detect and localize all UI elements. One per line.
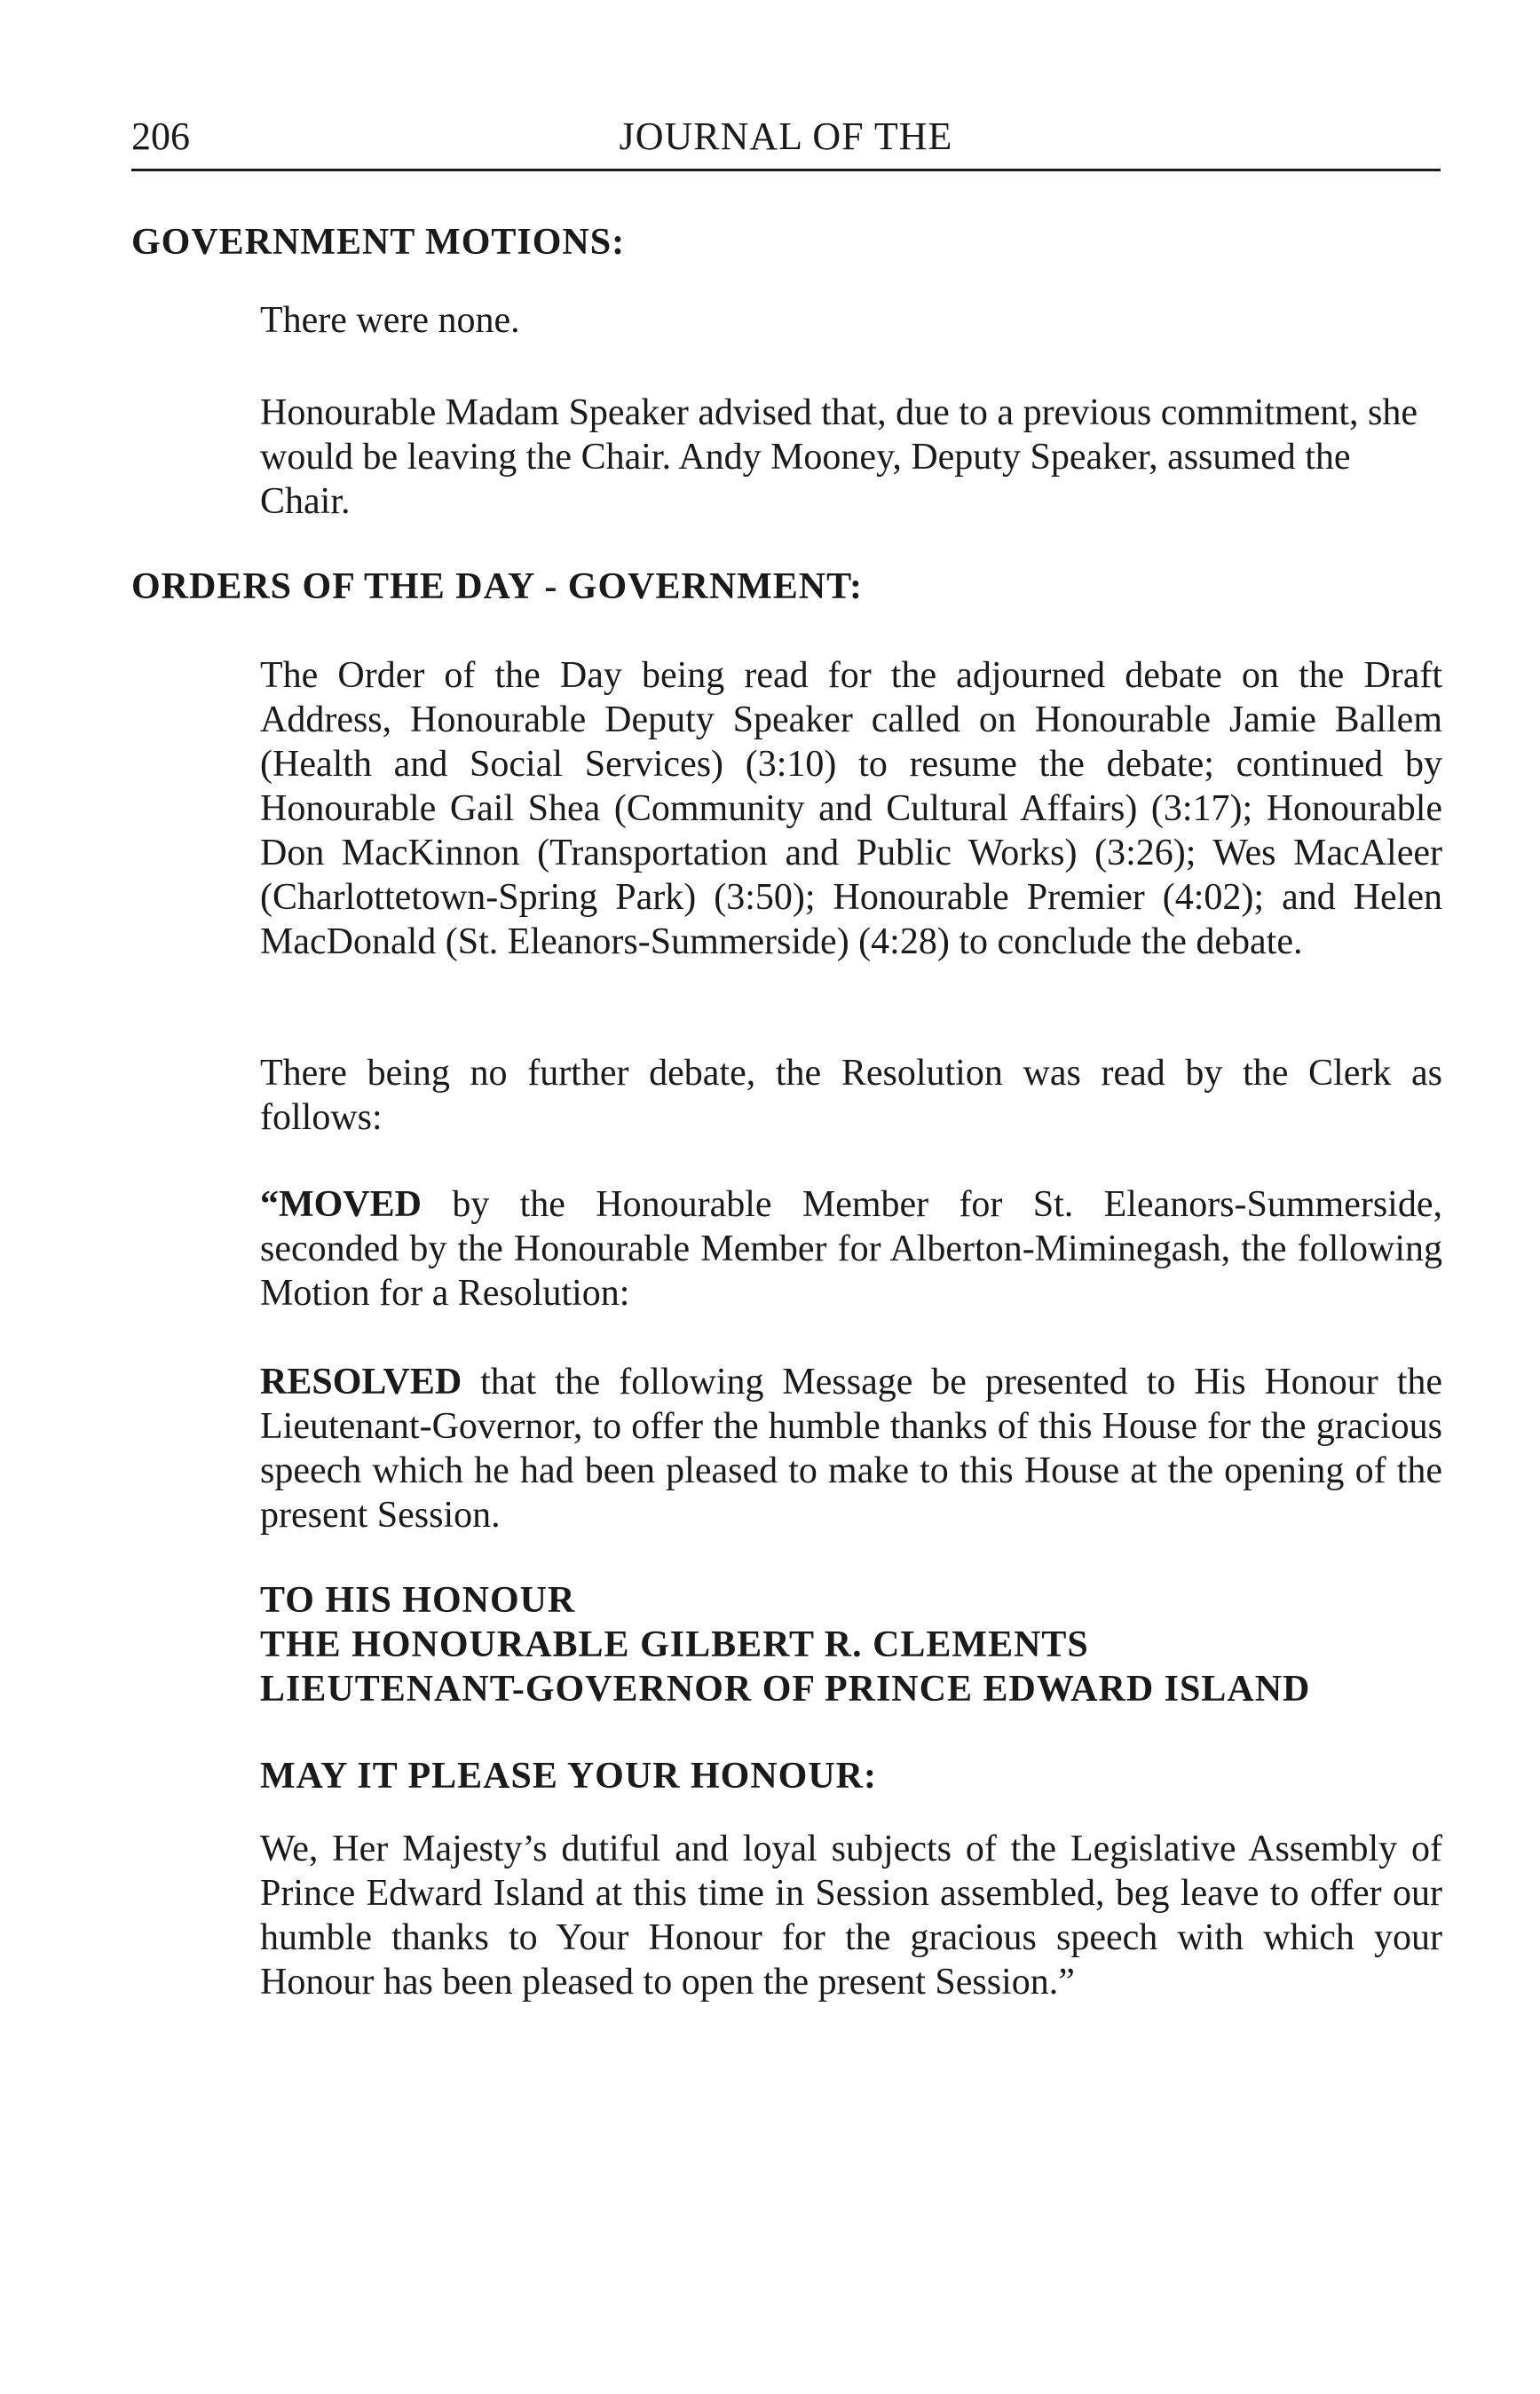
salutation: MAY IT PLEASE YOUR HONOUR:: [260, 1756, 877, 1797]
page-number: 206: [131, 115, 190, 158]
no-motions-text: There were none.: [260, 300, 520, 341]
address-line: TO HIS HONOUR: [260, 1580, 576, 1621]
moved-lead: “MOVED: [260, 1184, 422, 1225]
speaker-note: Honourable Madam Speaker advised that, due to a previous commitment, she would be leaving the Chair. Andy Mooney, Deputy Speaker, assumed the Chair.: [260, 392, 1418, 522]
address-line: LIEUTENANT-GOVERNOR OF PRINCE EDWARD ISLAND: [260, 1669, 1311, 1710]
moved-text: by the Honourable Member for St. Eleanors-Summerside, seconded by the Honourable Member for Alberton-Miminegash, the following Motion for a Resolution:: [260, 1184, 1442, 1314]
address-block: [260, 1578, 1310, 1711]
running-header: [131, 114, 1441, 171]
no-further-debate-paragraph: There being no further debate, the Resolution was read by the Clerk as follows:: [260, 1053, 1442, 1138]
debate-paragraph: The Order of the Day being read for the adjourned debate on the Draft Address, Honourable Deputy Speaker called on Honourable Jamie Ballem (Health and Social Services) (3:10) to resume the debate; continued by Honourable Gail Shea (Community and Cultural Affairs) (3:17); Honourable Don MacKinnon (Transportation and Public Works) (3:26); Wes MacAleer (Charlottetown-Spring Park) (3:50); Honourable Premier (4:02); and Helen MacDonald (St. Eleanors-Summerside) (4:28) to conclude the debate.: [260, 655, 1442, 962]
journal-title: JOURNAL OF THE: [619, 115, 953, 158]
moved-paragraph: [260, 1182, 1442, 1316]
message-paragraph: We, Her Majesty’s dutiful and loyal subjects of the Legislative Assembly of Prince Edward Island at this time in Session assembled, beg leave to offer our humble thanks to Your Honour for the gracious speech with which your Honour has been pleased to open the present Session.”: [260, 1829, 1442, 2003]
resolved-paragraph: [260, 1360, 1442, 1537]
resolved-text: that the following Message be presented to His Honour the Lieutenant-Governor, to offer the humble thanks of this House for the gracious speech which he had been pleased to make to this House at the opening of the present Session.: [260, 1362, 1442, 1536]
government-motions-heading: GOVERNMENT MOTIONS:: [131, 222, 626, 263]
orders-of-the-day-heading: ORDERS OF THE DAY - GOVERNMENT:: [131, 566, 864, 607]
address-line: THE HONOURABLE GILBERT R. CLEMENTS: [260, 1624, 1089, 1665]
resolved-lead: RESOLVED: [260, 1362, 462, 1402]
